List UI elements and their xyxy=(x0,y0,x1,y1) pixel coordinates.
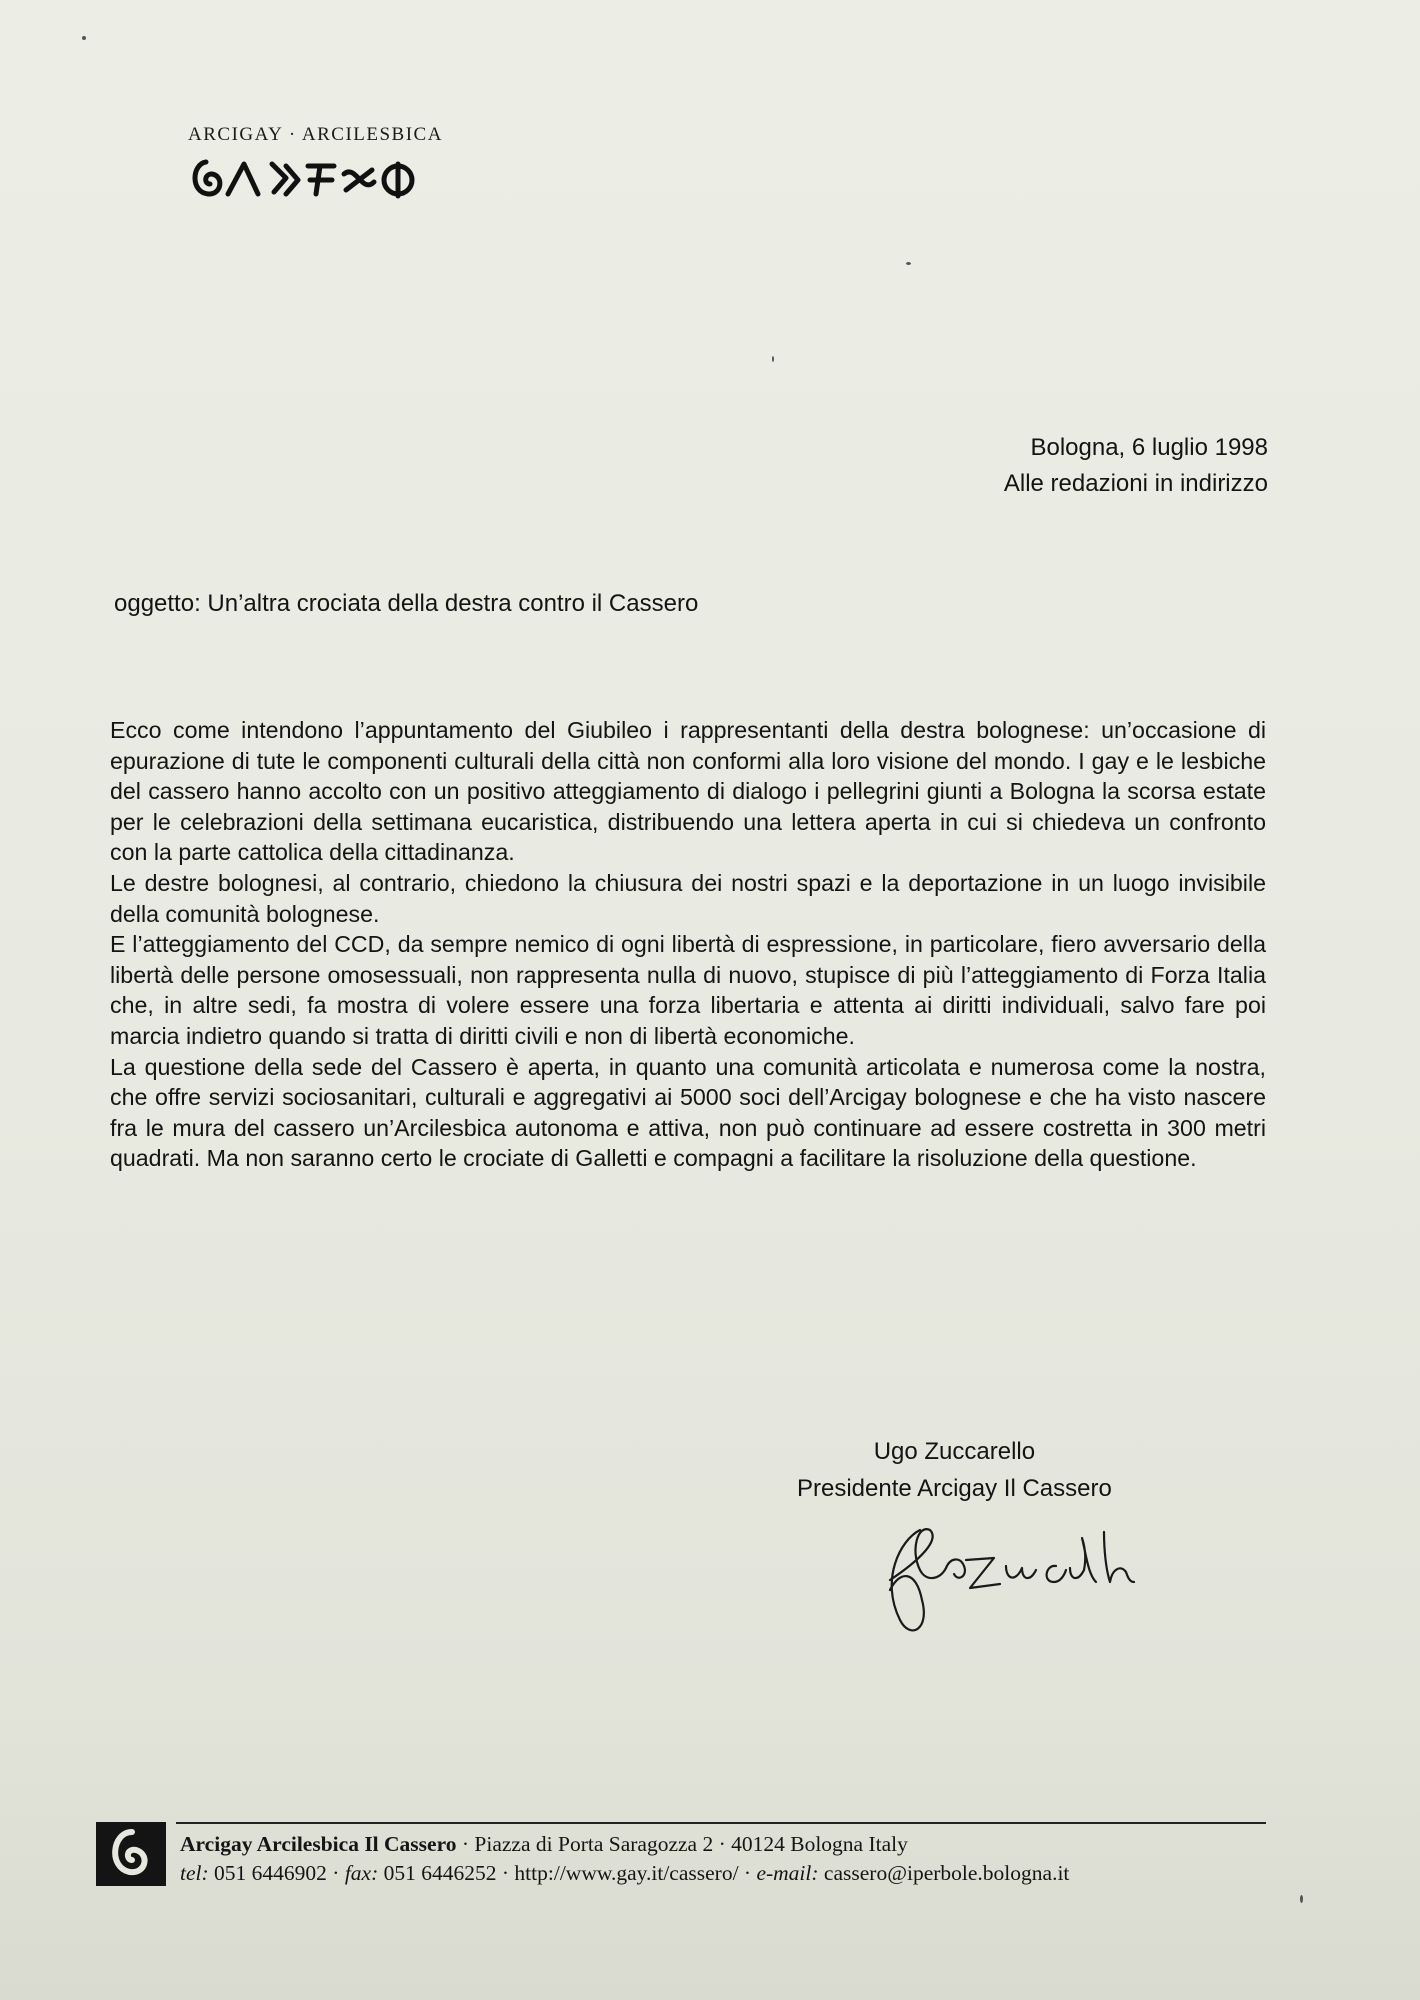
footer-rule xyxy=(176,1822,1266,1824)
email-label: e-mail: xyxy=(756,1861,819,1885)
spiral-icon xyxy=(96,1822,166,1886)
email-address: cassero@iperbole.bologna.it xyxy=(818,1861,1070,1885)
fax-number-and-url: 051 6446252 · http://www.gay.it/cassero/ · xyxy=(378,1861,757,1885)
org-name: ARCIGAY · ARCILESBICA xyxy=(188,124,443,145)
paper-speck xyxy=(772,356,774,362)
tel-number: 051 6446902 · xyxy=(208,1861,345,1885)
footer-logo xyxy=(96,1822,166,1886)
footer-org: Arcigay Arcilesbica Il Cassero xyxy=(180,1832,457,1856)
date-line: Bologna, 6 luglio 1998 xyxy=(1030,434,1268,461)
letterhead xyxy=(188,124,443,146)
signatory-name: Ugo Zuccarello xyxy=(873,1438,1036,1465)
paragraph: Ecco come intendono l’appuntamento del Giubileo i rappresentanti della destra bolognese: un’occasione di epurazione di tute le componenti culturali della città non conformi alla loro visione del mondo. I gay e le lesbiche del cassero hanno accolto con un positivo atteggiamento di dialogo i pellegrini giunti a Bologna la scorsa estate per le celebrazioni della settimana eucaristica, distribuendo una lettera aperta in cui si chiedeva un confronto con la parte cattolica della cittadinanza. xyxy=(110,717,1266,866)
paragraph: E l’atteggiamento del CCD, da sempre nemico di ogni libertà di espressione, in particolare, fiero avversario della libertà delle persone omosessuali, non rappresenta nulla di nuovo, stupisce di più l’atteggiamento di Forza Italia che, in altre sedi, fa mostra di volere essere una forza libertaria e attenta ai diritti individuali, salvo fare poi marcia indietro quando si tratta di diritti civili e non di libertà economiche. xyxy=(110,931,1266,1049)
footer xyxy=(180,1830,1069,1888)
footer-line-1 xyxy=(180,1830,1069,1859)
footer-line-2 xyxy=(180,1859,1069,1888)
signature-block xyxy=(797,1433,1112,1507)
date-block xyxy=(1004,430,1268,502)
footer-address: · Piazza di Porta Saragozza 2 · 40124 Bologna Italy xyxy=(456,1832,908,1856)
paper-speck xyxy=(82,36,86,40)
paragraph: La questione della sede del Cassero è aperta, in quanto una comunità articolata e numerosa come la nostra, che offre servizi sociosanitari, culturali e aggregativi ai 5000 soci dell’Arcigay bolognese e che ha visto nascere fra le mura del cassero un’Arcilesbica autonoma e attiva, non può continuare ad essere costretta in 300 metri quadrati. Ma non saranno certo le crociate di Galletti e compagni a facilitare la risoluzione della questione. xyxy=(110,1053,1266,1172)
letter-body xyxy=(110,715,1266,1174)
subject-line: oggetto: Un’altra crociata della destra contro il Cassero xyxy=(114,590,699,617)
recipients-line: Alle redazioni in indirizzo xyxy=(1003,470,1268,497)
signatory-title: Presidente Arcigay Il Cassero xyxy=(797,1475,1112,1502)
handwritten-signature xyxy=(860,1510,1160,1660)
fax-label: fax: xyxy=(344,1861,379,1885)
paragraph: Le destre bolognesi, al contrario, chiedono la chiusura dei nostri spazi e la deportazione in un luogo invisibile della comunità bolognese. xyxy=(110,869,1266,927)
tel-label: tel: xyxy=(180,1861,209,1885)
paper-speck xyxy=(1300,1895,1303,1903)
cassero-logo xyxy=(186,154,456,202)
paper-speck xyxy=(906,262,911,265)
